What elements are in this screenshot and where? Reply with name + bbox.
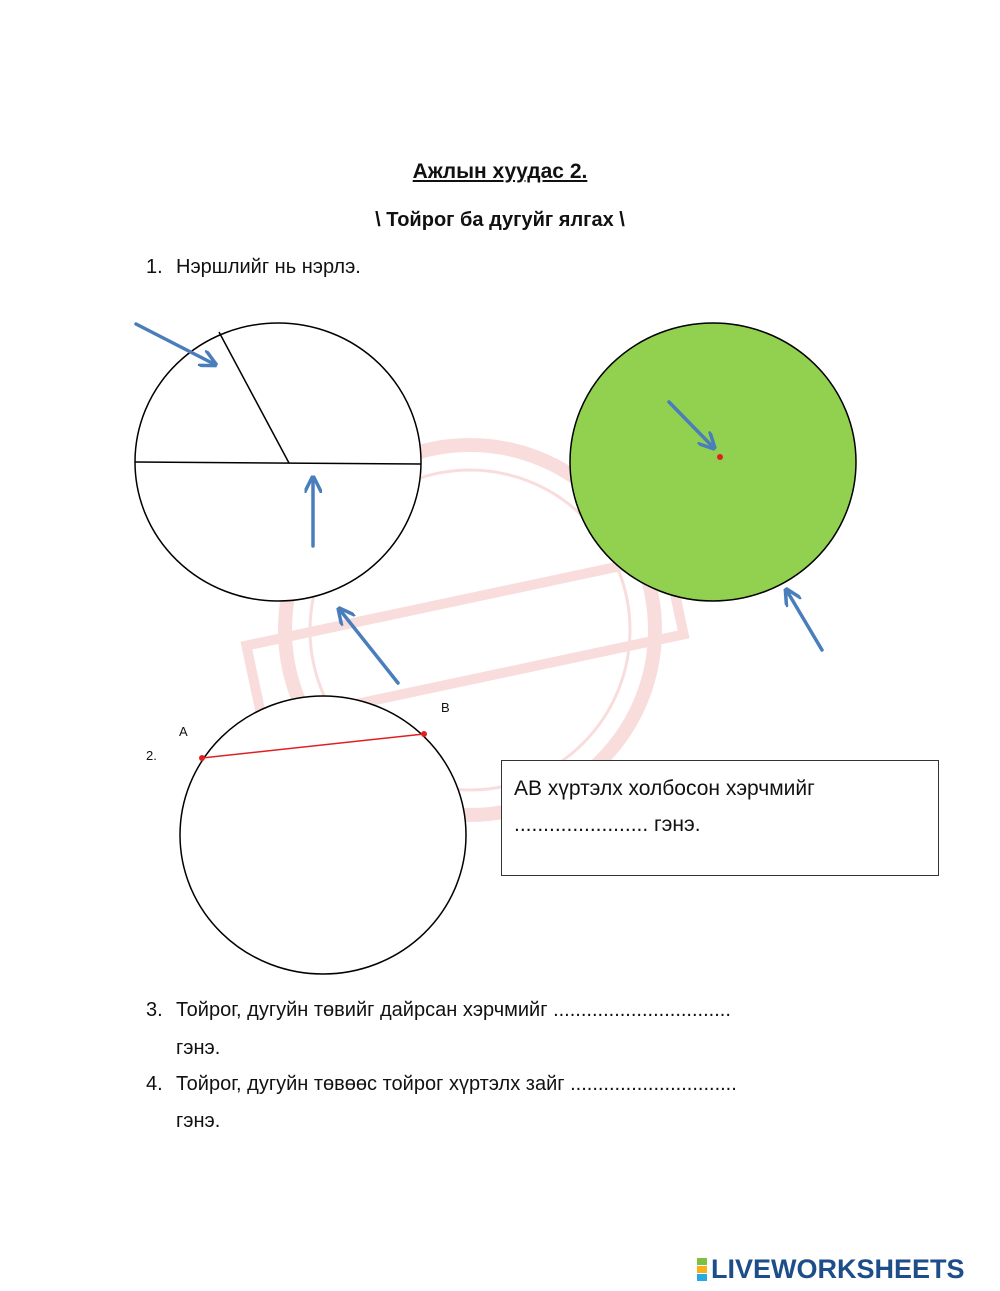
question-4-number: 4. bbox=[146, 1073, 163, 1095]
question-3-number: 3. bbox=[146, 999, 163, 1021]
answer-box-chord[interactable] bbox=[501, 760, 939, 876]
answer-box-line-1: АВ хүртэлх холбосон хэрчмийг bbox=[514, 777, 815, 800]
question-3-continued bbox=[0, 1037, 1000, 1063]
question-3 bbox=[0, 999, 1000, 1025]
question-3-text: Тойрог, дугуйн төвийг дайрсан хэрчмийг ................................ bbox=[176, 999, 731, 1021]
question-4-text: Тойрог, дугуйн төвөөс тойрог хүртэлх зайг .............................. bbox=[176, 1073, 737, 1095]
point-b-label: B bbox=[441, 700, 450, 715]
point-a-dot bbox=[199, 755, 205, 761]
question-2-number: 2. bbox=[146, 748, 157, 763]
logo-text: LIVEWORKSHEETS bbox=[711, 1254, 965, 1284]
question-4 bbox=[0, 1073, 1000, 1099]
circle-radius-diameter bbox=[135, 323, 421, 601]
page-title: Ажлын хуудас 2. bbox=[412, 160, 588, 183]
circle-chord bbox=[180, 696, 466, 974]
answer-box-line-2: ....................... гэнэ. bbox=[514, 813, 701, 836]
question-1-number: 1. bbox=[146, 256, 163, 278]
question-4-continued bbox=[0, 1110, 1000, 1136]
point-b-dot bbox=[421, 731, 427, 737]
liveworksheets-logo[interactable] bbox=[697, 1254, 965, 1285]
point-a-label: A bbox=[179, 724, 188, 739]
question-1 bbox=[0, 256, 1000, 282]
question-3-text-end: гэнэ. bbox=[176, 1037, 221, 1059]
logo-mark-icon bbox=[697, 1258, 707, 1282]
question-1-text: Нэршлийг нь нэрлэ. bbox=[176, 256, 361, 278]
center-point bbox=[717, 454, 723, 460]
green-disk bbox=[570, 323, 856, 601]
arrow-disk bbox=[787, 591, 822, 650]
question-4-text-end: гэнэ. bbox=[176, 1110, 221, 1132]
page-subtitle: \ Тойрог ба дугуйг ялгах \ bbox=[375, 209, 625, 231]
